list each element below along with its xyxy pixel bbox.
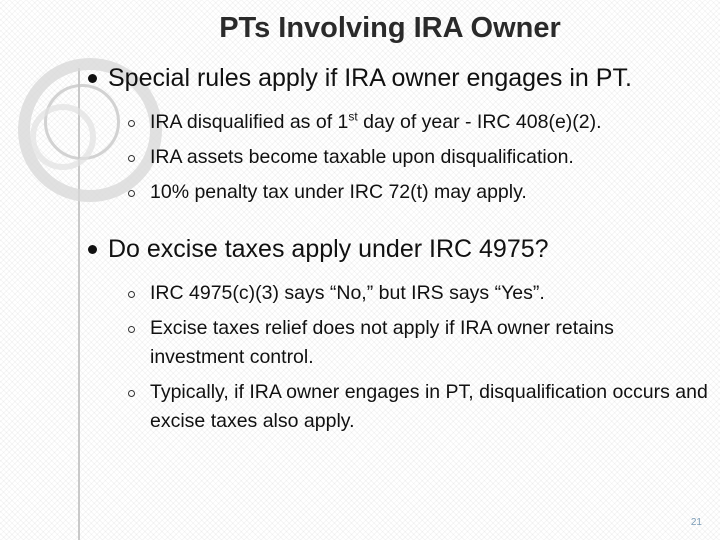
sub-bullet-item [108,378,712,436]
sub-bullet-ring-icon [128,390,135,397]
sub-bullet-item [108,314,712,372]
bullet-item [86,233,712,436]
sub-bullet-text-post: day of year - IRC 408(e)(2). [357,111,602,133]
sub-bullet-text: IRA assets become taxable upon disqualification. [150,146,574,168]
sub-bullet-list [108,279,712,436]
sub-bullet-ring-icon [128,190,135,197]
slide-content [86,58,712,442]
bullet-dot-icon [88,245,97,254]
slide-title: PTs Involving IRA Owner [219,12,561,44]
superscript-text: st [348,109,358,124]
sub-bullet-item [108,143,712,172]
sub-bullet-ring-icon [128,155,135,162]
sub-bullet-text: Excise taxes relief does not apply if IRA owner retains investment control. [150,317,614,368]
bullet-text: Special rules apply if IRA owner engages in PT. [108,64,632,92]
page-number: 21 [690,517,702,528]
sub-bullet-ring-icon [128,120,135,127]
bullet-item [86,62,712,207]
bullet-dot-icon [88,74,97,83]
sub-bullet-item [108,178,712,207]
sub-bullet-ring-icon [128,326,135,333]
sub-bullet-item [108,108,712,137]
sub-bullet-text: Typically, if IRA owner engages in PT, disqualification occurs and excise taxes also apply. [150,381,708,432]
sub-bullet-text: 10% penalty tax under IRC 72(t) may apply. [150,181,527,203]
bullet-text: Do excise taxes apply under IRC 4975? [108,235,549,263]
sub-bullet-item [108,279,712,308]
sub-bullet-text-pre: IRA disqualified as of 1 [150,111,349,133]
sub-bullet-text: IRC 4975(c)(3) says “No,” but IRS says “Yes”. [150,282,545,304]
sub-bullet-list [108,108,712,207]
sub-bullet-ring-icon [128,291,135,298]
